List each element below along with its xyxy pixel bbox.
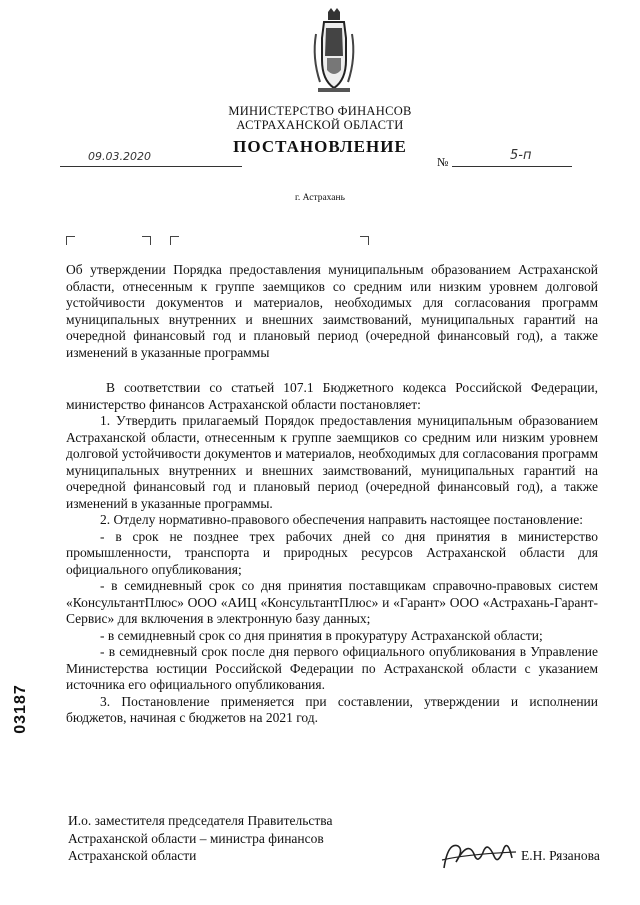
handwritten-signature [438,836,520,876]
body-item-3: 3. Постановление применяется при составлении, утверждении и исполнении бюджетов, начиная с бюджетов на 2021 год. [66,693,598,725]
registration-number-text: 03187 [11,684,29,734]
body-item-2a: - в срок не позднее трех рабочих дней со дня принятия в министерство промышленности, транспорта и природных ресурсов Астраханской области для официального опубликования; [66,528,598,577]
registration-stamp-number [11,680,38,740]
body-item-2: 2. Отделу нормативно-правового обеспечения направить настоящее постановление: [100,512,583,527]
signatory-position-line1: И.о. заместителя председателя Правительства [68,813,333,828]
bracket-corner [170,236,179,245]
date-underline [60,166,242,167]
number-handwritten: 5-п [510,148,532,163]
document-body [66,380,598,727]
body-item-1: 1. Утвердить прилагаемый Порядок предоставления муниципальным образованием Астраханской области, отнесенным к группе заемщиков со средним или низким уровнем долговой устойчивости документов и материалов, необходимых для согласования программ муниципальных внутренних и внешних заимствований, муниципальных гарантий на очередной финансовый год и плановый период (очередной финансовый год), а также изменений в указанные программы. [66,413,598,511]
signatory-position [68,812,398,865]
date-handwritten: 09.03.2020 [88,150,151,163]
body-preamble: В соответствии со статьей 107.1 Бюджетного кодекса Российской Федерации, министерство финансов Астраханской области постановляет: [66,380,598,412]
bracket-corner [142,236,151,245]
body-item-2c: - в семидневный срок со дня принятия в прокуратуру Астраханской области; [100,627,543,643]
signatory-position-line3: Астраханской области [68,848,197,863]
body-item-2b: - в семидневный срок со дня принятия поставщикам справочно-правовых систем «КонсультантПлюс» ООО «АИЦ «КонсультантПлюс» и «Гарант» ООО «Астрахань-Гарант-Сервис» для включения в электронную базу данных; [66,578,598,626]
signatory-position-line2: Астраханской области – министра финансов [68,830,324,846]
ministry-name-line2: АСТРАХАНСКОЙ ОБЛАСТИ [236,118,404,132]
bracket-corner [360,236,369,245]
signatory-name: Е.Н. Рязанова [521,848,600,863]
document-subject: Об утверждении Порядка предоставления муниципальным образованием Астраханской области, отнесенным к группе заемщиков со средним или низким уровнем долговой устойчивости документов и материалов, необходимых для согласования программ муниципальных внутренних и внешних заимствований, муниципальных гарантий на очередной финансовый год и плановый период (очередной финансовый год), а также изменений в указанные программы [66,262,598,360]
city-name: г. Астрахань [295,193,345,203]
number-underline [452,166,572,167]
ministry-name-line1: МИНИСТЕРСТВО ФИНАНСОВ [228,104,412,118]
bracket-corner [66,236,75,245]
body-item-2d: - в семидневный срок после дня первого официального опубликования в Управление Министерства юстиции Российской Федерации по Астраханской области с указанием источника его официального опубликования. [66,644,598,692]
document-type-title: ПОСТАНОВЛЕНИЕ [233,137,407,156]
number-label: № [437,155,449,169]
coat-of-arms-icon [306,8,362,98]
